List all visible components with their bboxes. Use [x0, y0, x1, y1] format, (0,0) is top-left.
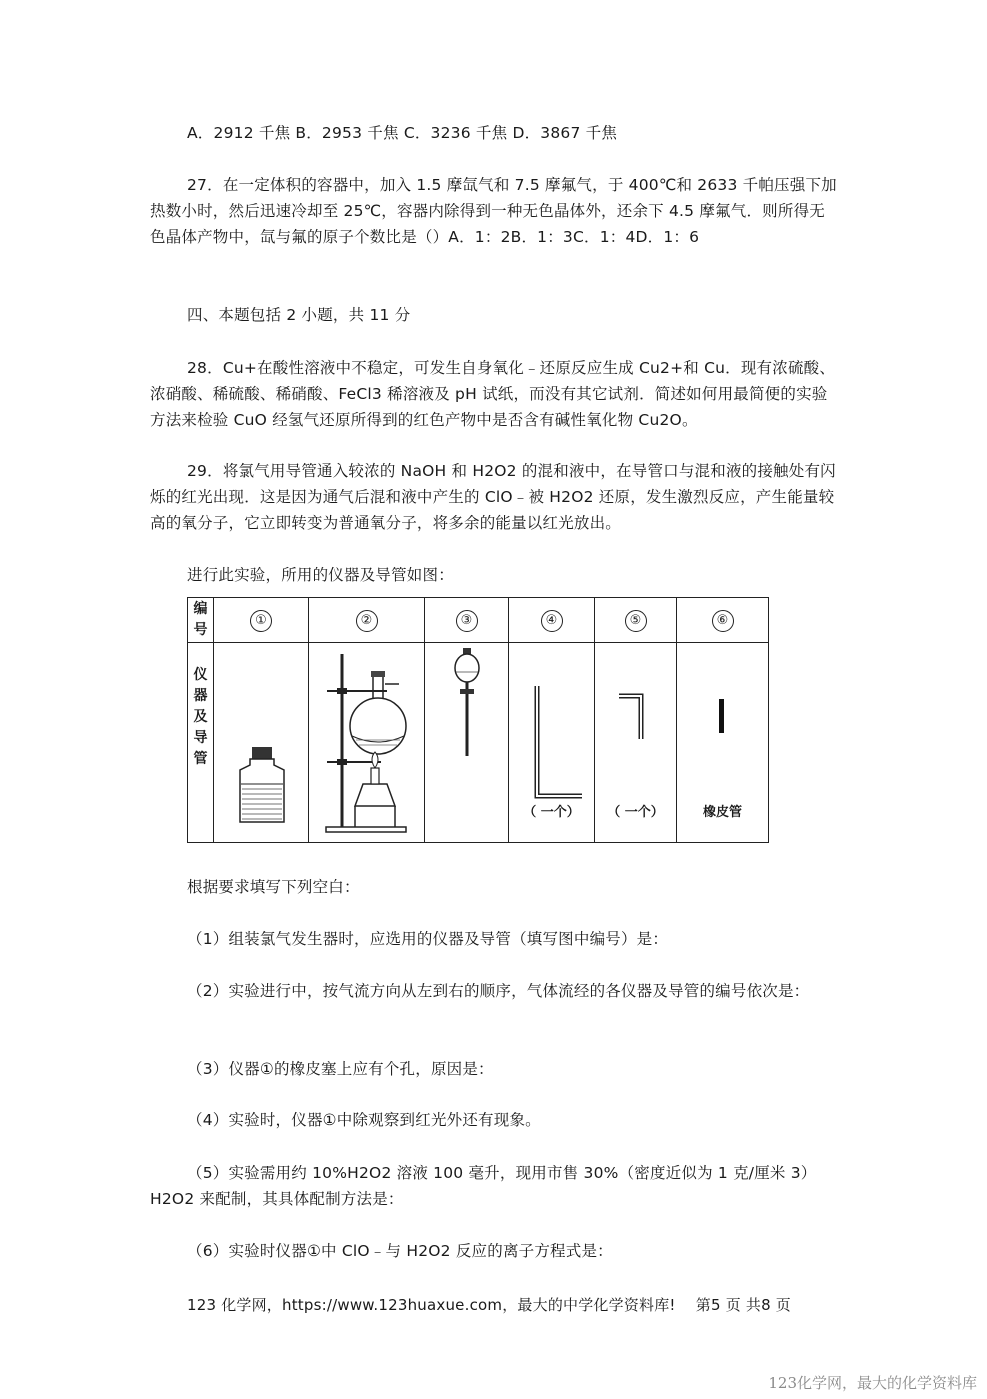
apparatus-2-cell	[309, 643, 425, 843]
question-27: 27．在一定体积的容器中，加入 1.5 摩氙气和 7.5 摩氟气，于 400℃和 2633 千帕压强下加热数小时，然后迅速冷却至 25℃，容器内除得到一种无色晶体外，还余下 4.5 摩氟气．则所得无色晶体产物中，氙与氟的原子个数比是（）A．1：2B．1：3C．1：4D．1：6	[150, 176, 837, 246]
number-4: ④	[541, 610, 563, 632]
question-29: 29．将氯气用导管通入较浓的 NaOH 和 H2O2 的混和液中，在导管口与混和液的接触处有闪烁的红光出现．这是因为通气后混和液中产生的 ClO﹣被 H2O2 还原，发生激烈反应，产生能量较高的氧分子，它立即转变为普通氧分子，将多余的能量以红光放出。	[150, 462, 836, 532]
subquestion-6: （6）实验时仪器①中 ClO﹣与 H2O2 反应的离子方程式是：	[187, 1242, 613, 1260]
row-label: 仪器及导管	[193, 667, 208, 767]
header-label-cell	[188, 598, 214, 643]
subquestion-2: （2）实验进行中，按气流方向从左到右的顺序，气体流经的各仪器及导管的编号依次是：	[187, 982, 810, 1000]
tube-6-label: 橡皮管	[702, 804, 742, 820]
subquestion-5: （5）实验需用约 10%H2O2 溶液 100 毫升，现用市售 30%（密度近似为 1 克/厘米 3）H2O2 来配制，其具体配制方法是：	[150, 1164, 817, 1208]
apparatus-4-cell	[509, 643, 595, 843]
watermark: 123化学网，最大的化学资料库	[768, 1374, 977, 1392]
apparatus-1-cell	[214, 643, 309, 843]
apparatus-table	[187, 597, 769, 843]
number-6: ⑥	[712, 610, 734, 632]
subquestion-4: （4）实验时，仪器①中除观察到红光外还有现象。	[187, 1111, 541, 1129]
tube-5-label: （ 一个）	[607, 804, 664, 820]
subquestion-3: （3）仪器①的橡皮塞上应有个孔，原因是：	[187, 1060, 494, 1078]
number-5: ⑤	[625, 610, 647, 632]
bottle-icon	[214, 644, 309, 842]
header-label: 编号	[193, 601, 208, 638]
separatory-funnel-icon	[425, 644, 509, 842]
subquestion-1: （1）组装氯气发生器时，应选用的仪器及导管（填写图中编号）是：	[187, 930, 669, 948]
row-label-cell	[188, 643, 214, 843]
page-footer: 123 化学网，https://www.123huaxue.com，最大的中学化学资料库! 第5 页 共8 页	[187, 1296, 791, 1314]
fill-intro: 根据要求填写下列空白：	[187, 878, 360, 896]
question-28: 28．Cu+在酸性溶液中不稳定，可发生自身氧化﹣还原反应生成 Cu2+和 Cu．现有浓硫酸、浓硝酸、稀硫酸、稀硝酸、FeCl3 稀溶液及 pH 试纸，而没有其它试剂．简述如何用最简便的实验方法来检验 CuO 经氢气还原所得到的红色产物中是否含有碱性氧化物 Cu2O。	[150, 359, 836, 429]
apparatus-6-cell	[677, 643, 769, 843]
question-29-intro: 进行此实验，所用的仪器及导管如图：	[187, 566, 454, 584]
section-4-heading: 四、本题包括 2 小题，共 11 分	[187, 306, 411, 324]
options-q26: A．2912 千焦 B．2953 千焦 C．3236 千焦 D．3867 千焦	[187, 124, 618, 142]
number-2: ②	[356, 610, 378, 632]
apparatus-5-cell	[595, 643, 677, 843]
tube-4-label: （ 一个）	[523, 804, 580, 820]
number-3: ③	[456, 610, 478, 632]
apparatus-3-cell	[425, 643, 509, 843]
number-1: ①	[250, 610, 272, 632]
flask-stand-icon	[309, 644, 425, 842]
